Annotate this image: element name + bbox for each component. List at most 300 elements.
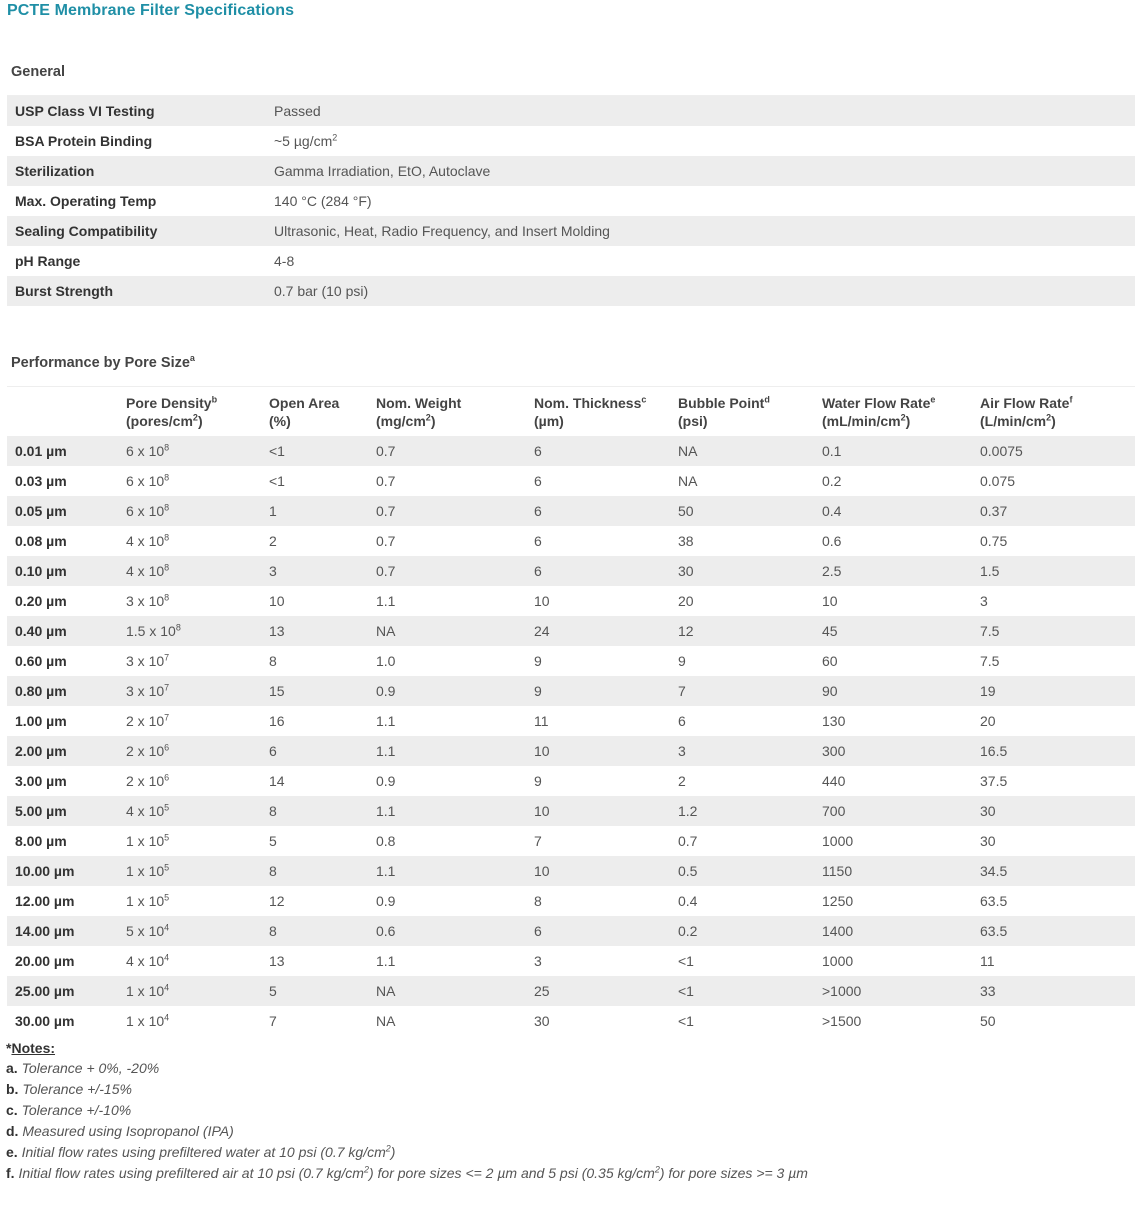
weight-cell: NA <box>368 976 526 1006</box>
density-base: 6 x 10 <box>126 503 165 519</box>
column-unit-tail: ) <box>1051 413 1056 429</box>
water-flow-cell: 700 <box>814 796 972 826</box>
open-area-cell: 1 <box>261 496 368 526</box>
spec-value <box>266 186 1135 216</box>
table-row <box>7 1006 1135 1036</box>
pore-density-cell <box>118 676 261 706</box>
column-title: Pore Density <box>126 395 212 411</box>
open-area-cell: 8 <box>261 916 368 946</box>
spec-label: BSA Protein Binding <box>15 133 153 149</box>
density-base: 1 x 10 <box>126 893 165 909</box>
density-base: 3 x 10 <box>126 593 165 609</box>
general-specs-table <box>7 96 1135 306</box>
note-sup: 2 <box>654 1164 660 1175</box>
column-unit: (pores/cm <box>126 413 193 429</box>
notes-title <box>6 1040 55 1056</box>
general-row <box>7 186 1135 216</box>
weight-cell: 0.7 <box>368 496 526 526</box>
table-row <box>7 886 1135 916</box>
pore-size-cell: 0.01 µm <box>7 436 118 466</box>
pore-density-cell <box>118 586 261 616</box>
pore-size-cell: 0.60 µm <box>15 653 67 669</box>
water-flow-cell: 1000 <box>822 833 854 849</box>
pore-density-cell <box>118 916 261 946</box>
table-row <box>7 736 1135 766</box>
spec-value-text: Passed <box>274 103 321 119</box>
spec-value-text: 140 °C (284 °F) <box>274 193 372 209</box>
table-row <box>7 766 1135 796</box>
note-key: b. <box>6 1081 19 1097</box>
bubble-point-cell: 0.7 <box>678 833 698 849</box>
air-flow-cell: 7.5 <box>972 616 1135 646</box>
spec-label: pH Range <box>15 253 81 269</box>
density-exponent: 4 <box>164 922 170 933</box>
column-unit: (%) <box>269 413 291 429</box>
column-footnote: f <box>1069 394 1073 405</box>
open-area-cell: 13 <box>261 616 368 646</box>
column-footnote: e <box>930 394 936 405</box>
weight-cell: 0.7 <box>368 556 526 586</box>
weight-cell: 1.1 <box>376 593 396 609</box>
pore-size-cell: 0.20 µm <box>15 593 67 609</box>
water-flow-cell: 130 <box>822 713 846 729</box>
density-base: 4 x 10 <box>126 803 165 819</box>
open-area-cell: 16 <box>269 713 285 729</box>
pore-density-cell <box>118 856 261 886</box>
table-row <box>7 526 1135 556</box>
column-title: Air Flow Rate <box>980 395 1070 411</box>
thickness-cell: 9 <box>534 653 542 669</box>
column-header <box>526 388 670 436</box>
thickness-cell: 6 <box>526 916 670 946</box>
thickness-cell: 24 <box>526 616 670 646</box>
spec-value-text: Gamma Irradiation, EtO, Autoclave <box>274 163 491 179</box>
table-row <box>7 556 1135 586</box>
spec-label: Burst Strength <box>7 276 266 306</box>
bubble-point-cell: 50 <box>670 496 814 526</box>
air-flow-cell: 1.5 <box>972 556 1135 586</box>
pore-size-cell: 30.00 µm <box>15 1013 75 1029</box>
weight-cell: 0.8 <box>376 833 396 849</box>
spec-value-text: 4-8 <box>274 253 295 269</box>
air-flow-cell: 7.5 <box>980 653 1000 669</box>
column-title: Nom. Thickness <box>534 395 642 411</box>
bubble-point-cell: <1 <box>678 1013 694 1029</box>
note-text: Tolerance + 0%, -20% <box>21 1060 160 1076</box>
pore-density-cell <box>118 466 261 496</box>
water-flow-cell: 0.2 <box>822 473 842 489</box>
air-flow-cell: 63.5 <box>980 893 1008 909</box>
column-unit-tail: ) <box>905 413 911 429</box>
spec-value <box>266 156 1135 186</box>
air-flow-cell: 50 <box>980 1013 996 1029</box>
pore-size-cell: 12.00 µm <box>15 893 75 909</box>
density-base: 1 x 10 <box>126 983 165 999</box>
open-area-cell: 12 <box>269 893 285 909</box>
pore-size-cell: 25.00 µm <box>7 976 118 1006</box>
air-flow-cell: 63.5 <box>972 916 1135 946</box>
density-base: 6 x 10 <box>126 443 165 459</box>
thickness-cell: 11 <box>534 713 549 729</box>
pore-size-cell: 2.00 µm <box>7 736 118 766</box>
bubble-point-cell: 0.4 <box>678 893 698 909</box>
note-text: Measured using Isopropanol (IPA) <box>22 1123 234 1139</box>
table-row <box>7 826 1135 856</box>
water-flow-cell: 0.4 <box>814 496 972 526</box>
column-footnote: b <box>211 394 218 405</box>
spec-value-text: ~5 µg/cm <box>274 133 333 149</box>
thickness-cell: 6 <box>526 436 670 466</box>
table-row <box>7 586 1135 616</box>
air-flow-cell: 16.5 <box>972 736 1135 766</box>
water-flow-cell: 45 <box>814 616 972 646</box>
spec-label: Sealing Compatibility <box>7 216 266 246</box>
water-flow-cell: 1250 <box>822 893 854 909</box>
open-area-cell: 8 <box>261 856 368 886</box>
air-flow-cell: 11 <box>980 953 995 969</box>
pore-size-cell: 14.00 µm <box>7 916 118 946</box>
thickness-cell: 30 <box>534 1013 550 1029</box>
bubble-point-cell: 12 <box>670 616 814 646</box>
column-unit: (mL/min/cm <box>822 413 901 429</box>
table-row <box>7 616 1135 646</box>
air-flow-cell: 0.075 <box>980 473 1016 489</box>
density-exponent: 8 <box>164 532 170 543</box>
column-unit-tail: ) <box>430 413 436 429</box>
general-row <box>7 216 1135 246</box>
column-unit: (L/min/cm <box>980 413 1047 429</box>
air-flow-cell: 34.5 <box>972 856 1135 886</box>
table-row <box>7 916 1135 946</box>
weight-cell: 0.7 <box>368 436 526 466</box>
thickness-cell: 10 <box>526 736 670 766</box>
water-flow-cell: 440 <box>822 773 846 789</box>
pore-size-cell: 5.00 µm <box>7 796 118 826</box>
air-flow-cell: 37.5 <box>980 773 1008 789</box>
thickness-cell: 9 <box>534 773 542 789</box>
table-row <box>7 856 1135 886</box>
general-row <box>7 276 1135 306</box>
weight-cell: 0.9 <box>376 893 396 909</box>
air-flow-cell: 0.0075 <box>972 436 1135 466</box>
pore-density-cell <box>118 976 261 1006</box>
bubble-point-cell: 9 <box>678 653 686 669</box>
density-base: 2 x 10 <box>126 713 165 729</box>
open-area-cell: 8 <box>261 796 368 826</box>
pore-density-cell <box>118 886 261 916</box>
open-area-cell: <1 <box>261 436 368 466</box>
pore-density-cell <box>118 766 261 796</box>
bubble-point-cell: 20 <box>678 593 694 609</box>
general-row <box>7 96 1135 126</box>
note-tail: ) for pore sizes <= 2 µm and 5 psi (0.35 kg/cm <box>368 1165 655 1181</box>
air-flow-cell: 20 <box>980 713 996 729</box>
density-base: 4 x 10 <box>126 953 165 969</box>
column-header <box>118 388 261 436</box>
density-base: 6 x 10 <box>126 473 165 489</box>
thickness-cell: 7 <box>534 833 542 849</box>
column-unit: (mg/cm <box>376 413 426 429</box>
pore-density-cell <box>118 436 261 466</box>
water-flow-cell: 10 <box>822 593 838 609</box>
bubble-point-cell: 2 <box>678 773 686 789</box>
table-row <box>7 436 1135 466</box>
bubble-point-cell: 0.2 <box>670 916 814 946</box>
weight-cell: 0.7 <box>376 473 396 489</box>
density-exponent: 8 <box>164 562 170 573</box>
air-flow-cell: 0.37 <box>972 496 1135 526</box>
weight-cell: 0.6 <box>368 916 526 946</box>
pore-density-cell <box>118 526 261 556</box>
note-key: d. <box>6 1123 19 1139</box>
pore-size-cell: 8.00 µm <box>15 833 67 849</box>
column-title: Open Area <box>269 395 340 411</box>
air-flow-cell: 30 <box>980 833 996 849</box>
weight-cell: NA <box>376 1013 396 1029</box>
pore-size-cell: 0.08 µm <box>15 533 67 549</box>
water-flow-cell: 0.1 <box>814 436 972 466</box>
density-exponent: 6 <box>164 772 170 783</box>
spec-value <box>266 216 1135 246</box>
water-flow-cell: 300 <box>814 736 972 766</box>
note-item <box>6 1058 808 1079</box>
air-flow-cell: 19 <box>972 676 1135 706</box>
column-unit: (µm) <box>534 413 564 429</box>
pore-size-cell: 0.10 µm <box>7 556 118 586</box>
density-base: 1 x 10 <box>126 1013 165 1029</box>
pore-density-cell <box>118 616 261 646</box>
column-header <box>7 388 118 436</box>
note-item <box>6 1163 808 1184</box>
column-header <box>670 388 814 436</box>
thickness-cell: 6 <box>526 496 670 526</box>
column-unit-sup: 2 <box>900 412 906 423</box>
notes-section <box>6 1038 808 1184</box>
thickness-cell: 25 <box>526 976 670 1006</box>
density-exponent: 7 <box>164 682 170 693</box>
open-area-cell: 10 <box>269 593 285 609</box>
spec-value <box>266 276 1135 306</box>
notes-asterisk: * <box>6 1040 12 1056</box>
open-area-cell: 13 <box>269 953 285 969</box>
density-exponent: 7 <box>164 712 170 723</box>
open-area-cell: 3 <box>261 556 368 586</box>
bubble-point-cell: NA <box>678 473 698 489</box>
column-unit-tail: ) <box>197 413 203 429</box>
column-header <box>972 388 1135 436</box>
bubble-point-cell: 6 <box>678 713 686 729</box>
spec-value-text: Ultrasonic, Heat, Radio Frequency, and Insert Molding <box>274 223 610 239</box>
density-exponent: 5 <box>164 832 170 843</box>
density-exponent: 4 <box>164 1012 170 1023</box>
air-flow-cell: 30 <box>972 796 1135 826</box>
spec-value <box>266 126 1135 156</box>
density-base: 4 x 10 <box>126 563 165 579</box>
spec-label: Sterilization <box>7 156 266 186</box>
column-title: Nom. Weight <box>376 395 462 411</box>
pore-density-cell <box>118 826 261 856</box>
performance-heading-footnote: a <box>189 353 195 364</box>
thickness-cell: 6 <box>534 473 542 489</box>
table-row <box>7 706 1135 736</box>
open-area-cell: 14 <box>269 773 285 789</box>
general-row <box>7 156 1135 186</box>
water-flow-cell: 60 <box>822 653 838 669</box>
air-flow-cell: 0.75 <box>980 533 1008 549</box>
water-flow-cell: 0.6 <box>822 533 842 549</box>
bubble-point-cell: NA <box>670 436 814 466</box>
bubble-point-cell: 7 <box>670 676 814 706</box>
column-unit: (psi) <box>678 413 708 429</box>
thickness-cell: 6 <box>526 556 670 586</box>
note-key: a. <box>6 1060 18 1076</box>
water-flow-cell: 90 <box>814 676 972 706</box>
thickness-cell: 9 <box>526 676 670 706</box>
thickness-cell: 10 <box>526 856 670 886</box>
bubble-point-cell: 1.2 <box>670 796 814 826</box>
pore-density-cell <box>118 646 261 676</box>
note-sup: 2 <box>363 1164 369 1175</box>
column-title: Bubble Point <box>678 395 765 411</box>
pore-size-cell: 0.80 µm <box>7 676 118 706</box>
performance-header-row <box>7 388 1135 436</box>
pore-size-cell: 0.40 µm <box>7 616 118 646</box>
thickness-cell: 10 <box>534 593 550 609</box>
density-base: 3 x 10 <box>126 683 165 699</box>
bubble-point-cell: 38 <box>678 533 694 549</box>
open-area-cell: 5 <box>261 976 368 1006</box>
weight-cell: 1.1 <box>376 953 396 969</box>
water-flow-cell: >1500 <box>822 1013 862 1029</box>
density-exponent: 6 <box>164 742 170 753</box>
water-flow-cell: 1400 <box>814 916 972 946</box>
pore-size-cell: 0.03 µm <box>15 473 67 489</box>
bubble-point-cell: 3 <box>670 736 814 766</box>
spec-value-sup: 2 <box>332 132 338 143</box>
note-tail: ) for pore sizes >= 3 µm <box>659 1165 808 1181</box>
table-row <box>7 496 1135 526</box>
open-area-cell: 2 <box>269 533 277 549</box>
open-area-cell: 6 <box>261 736 368 766</box>
column-header <box>261 388 368 436</box>
note-text: Initial flow rates using prefiltered water at 10 psi (0.7 kg/cm <box>21 1144 386 1160</box>
open-area-cell: 15 <box>261 676 368 706</box>
pore-density-cell <box>118 556 261 586</box>
performance-table <box>7 388 1135 1036</box>
weight-cell: NA <box>368 616 526 646</box>
open-area-cell: 7 <box>269 1013 277 1029</box>
pore-size-cell: 1.00 µm <box>15 713 67 729</box>
weight-cell: 0.9 <box>368 676 526 706</box>
page-title: PCTE Membrane Filter Specifications <box>7 2 295 19</box>
water-flow-cell: 2.5 <box>814 556 972 586</box>
density-exponent: 5 <box>164 862 170 873</box>
performance-heading-text: Performance by Pore Size <box>11 355 190 371</box>
table-row <box>7 976 1135 1006</box>
water-flow-cell: 1150 <box>814 856 972 886</box>
weight-cell: 1.0 <box>376 653 396 669</box>
open-area-cell: <1 <box>269 473 285 489</box>
weight-cell: 1.1 <box>376 713 396 729</box>
spec-label: Max. Operating Temp <box>15 193 157 209</box>
pore-density-cell <box>118 706 261 736</box>
air-flow-cell: 3 <box>980 593 988 609</box>
note-key: f. <box>6 1165 15 1181</box>
density-exponent: 8 <box>164 472 170 483</box>
note-item <box>6 1100 808 1121</box>
note-text: Initial flow rates using prefiltered air at 10 psi (0.7 kg/cm <box>18 1165 364 1181</box>
general-row <box>7 126 1135 156</box>
table-row <box>7 796 1135 826</box>
performance-section-heading <box>7 347 1135 387</box>
density-exponent: 4 <box>164 952 170 963</box>
column-unit-sup: 2 <box>425 412 431 423</box>
density-exponent: 5 <box>164 892 170 903</box>
density-base: 4 x 10 <box>126 533 165 549</box>
density-base: 2 x 10 <box>126 773 165 789</box>
density-exponent: 4 <box>164 982 170 993</box>
pore-size-cell: 3.00 µm <box>15 773 67 789</box>
weight-cell: 1.1 <box>368 856 526 886</box>
column-title: Water Flow Rate <box>822 395 931 411</box>
note-text: Tolerance +/-10% <box>21 1102 132 1118</box>
density-exponent: 7 <box>164 652 170 663</box>
thickness-cell: 10 <box>526 796 670 826</box>
pore-density-cell <box>118 1006 261 1036</box>
notes-title-text: Notes: <box>11 1040 56 1056</box>
weight-cell: 0.7 <box>376 533 396 549</box>
general-section-heading: General <box>7 56 1135 96</box>
density-exponent: 8 <box>175 622 181 633</box>
weight-cell: 1.1 <box>368 796 526 826</box>
density-exponent: 5 <box>164 802 170 813</box>
spec-value-text: 0.7 bar (10 psi) <box>274 283 369 299</box>
pore-size-cell: 20.00 µm <box>15 953 75 969</box>
note-key: c. <box>6 1102 18 1118</box>
column-footnote: d <box>764 394 770 405</box>
table-row <box>7 946 1135 976</box>
spec-label: USP Class VI Testing <box>7 96 266 126</box>
pore-density-cell <box>118 796 261 826</box>
pore-size-cell: 10.00 µm <box>7 856 118 886</box>
density-base: 5 x 10 <box>126 923 165 939</box>
note-text: Tolerance +/-15% <box>22 1081 132 1097</box>
density-exponent: 8 <box>164 592 170 603</box>
weight-cell: 0.9 <box>376 773 396 789</box>
pore-size-cell: 0.05 µm <box>7 496 118 526</box>
table-row <box>7 466 1135 496</box>
column-header <box>368 388 526 436</box>
density-exponent: 8 <box>164 442 170 453</box>
bubble-point-cell: <1 <box>670 976 814 1006</box>
note-item <box>6 1079 808 1100</box>
note-item <box>6 1142 808 1163</box>
density-base: 1.5 x 10 <box>126 623 176 639</box>
pore-density-cell <box>118 736 261 766</box>
bubble-point-cell: <1 <box>678 953 694 969</box>
spec-value <box>266 96 1135 126</box>
notes-title-line <box>6 1038 808 1058</box>
density-base: 2 x 10 <box>126 743 165 759</box>
column-footnote: c <box>641 394 647 405</box>
pore-density-cell <box>118 496 261 526</box>
density-base: 3 x 10 <box>126 653 165 669</box>
note-tail: ) <box>390 1144 396 1160</box>
column-header <box>814 388 972 436</box>
water-flow-cell: 1000 <box>822 953 854 969</box>
spec-value <box>266 246 1135 276</box>
density-exponent: 8 <box>164 502 170 513</box>
